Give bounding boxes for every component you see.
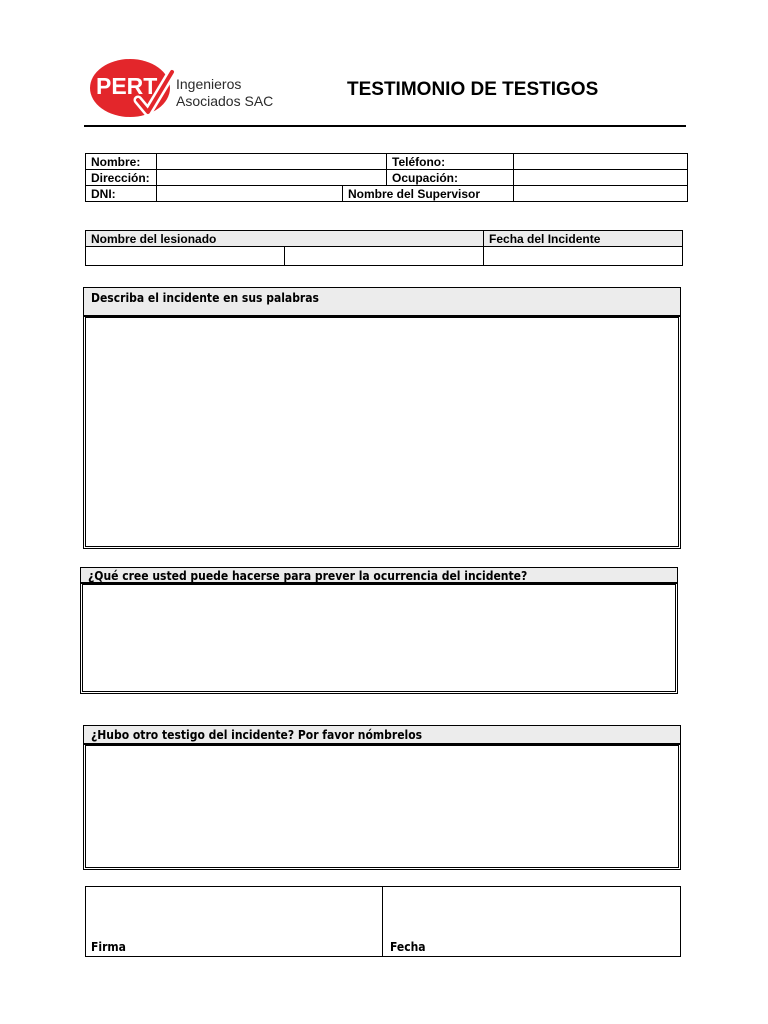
signature-box[interactable]: [85, 886, 383, 957]
dni-field[interactable]: [157, 186, 343, 202]
describe-header: [83, 287, 681, 317]
nombre-field[interactable]: [157, 154, 387, 170]
nombre-label: Nombre:: [86, 154, 157, 170]
logo-line-2: Asociados SAC: [176, 93, 274, 109]
incident-date-label: Fecha del Incidente: [484, 231, 683, 247]
fecha-label: Fecha: [390, 940, 426, 954]
direccion-field[interactable]: [157, 170, 387, 186]
describe-textarea[interactable]: [85, 317, 679, 547]
logo-line-1: Ingenieros: [176, 76, 242, 92]
svg-text:PERT: PERT: [96, 73, 158, 99]
ocupacion-field[interactable]: [514, 170, 688, 186]
witness-textarea[interactable]: [85, 745, 679, 868]
supervisor-field[interactable]: [514, 186, 688, 202]
witness-label: ¿Hubo otro testigo del incidente? Por favor nómbrelos: [91, 728, 423, 742]
date-box[interactable]: [382, 886, 681, 957]
document-title: TESTIMONIO DE TESTIGOS: [347, 79, 599, 100]
direccion-label: Dirección:: [86, 170, 157, 186]
prevent-header: [80, 567, 678, 584]
prevent-textarea[interactable]: [82, 584, 676, 692]
incident-date-field[interactable]: [484, 247, 683, 266]
injured-name-field-2[interactable]: [285, 247, 484, 266]
telefono-field[interactable]: [514, 154, 688, 170]
header-divider: [84, 125, 686, 127]
dni-label: DNI:: [86, 186, 157, 202]
injured-name-field-1[interactable]: [86, 247, 285, 266]
witness-header: [83, 725, 681, 745]
witness-info-table: [85, 153, 687, 209]
company-logo: [88, 56, 288, 122]
injured-name-label: Nombre del lesionado: [86, 231, 484, 247]
prevent-label: ¿Qué cree usted puede hacerse para prever la ocurrencia del incidente?: [88, 569, 528, 583]
telefono-label: Teléfono:: [387, 154, 514, 170]
firma-label: Firma: [91, 940, 126, 954]
ocupacion-label: Ocupación:: [387, 170, 514, 186]
supervisor-label: Nombre del Supervisor: [343, 186, 514, 202]
describe-label: Describa el incidente en sus palabras: [91, 291, 319, 305]
injured-table: [85, 230, 682, 267]
pert-logo-mark: [88, 56, 178, 122]
